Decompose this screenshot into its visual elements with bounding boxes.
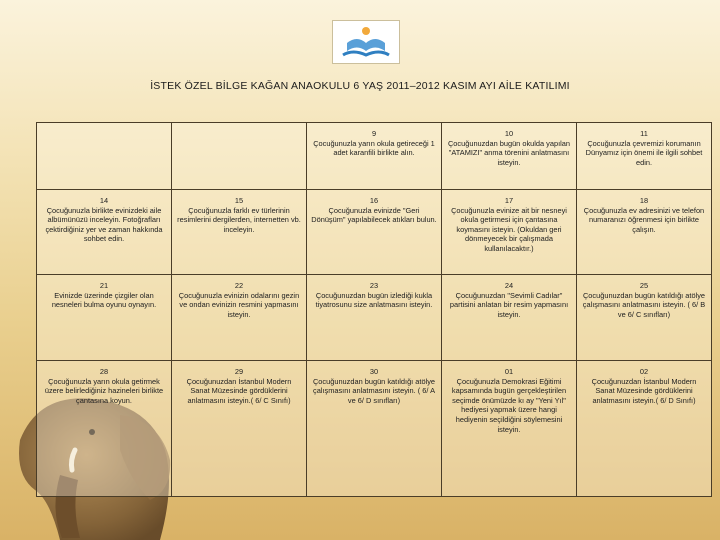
day-number: 10 (504, 129, 514, 138)
activity-text: Çocuğunuzla ev adresinizi ve telefon numaranızı öğrenmesi için birlikte çalışın. (583, 205, 705, 234)
calendar-cell (37, 275, 172, 361)
calendar-cell-empty (37, 123, 172, 190)
calendar-cell (307, 190, 442, 275)
calendar-week-row (37, 275, 712, 361)
activity-text: Çocuğunuzla birlikte evinizdeki aile albümünüzü inceleyin. Fotoğrafları çektirdiğiniz yer ve zaman hakkında sohbet edin. (45, 205, 163, 244)
day-number: 17 (504, 196, 514, 205)
day-number: 29 (234, 367, 244, 376)
calendar-cell (37, 190, 172, 275)
day-number: 23 (369, 281, 379, 290)
school-logo (332, 20, 400, 64)
calendar-cell (577, 190, 712, 275)
activity-text: Çocuğunuzdan bugün katıldığı atölye çalışmasını anlatmasını isteyin. ( 6/ B ve 6/ C sınıfları) (582, 290, 706, 319)
activity-text: Çocuğunuzdan "Sevimli Cadılar" partisini anlatan bir resim yapmasını isteyin. (449, 290, 569, 319)
day-number: 24 (504, 281, 514, 290)
logo-book-icon (347, 39, 385, 51)
page-title: İSTEK ÖZEL BİLGE KAĞAN ANAOKULU 6 YAŞ 2011–2012 KASIM AYI AİLE KATILIMI (150, 80, 570, 92)
day-number: 28 (99, 367, 109, 376)
activity-text: Çocuğunuzla evinizde "Geri Dönüşüm" yapılabilecek atıkları bulun. (311, 205, 437, 225)
calendar-table (36, 122, 712, 497)
activity-text: Çocuğunuzla evinize ait bir nesneyi okula getirmesi için çantasına koymasını isteyin. (Okuldan geri dönmeyecek bir çalışmada kullanılacaktır.) (451, 205, 567, 253)
calendar-cell (442, 275, 577, 361)
calendar-week-row (37, 190, 712, 275)
logo-sun-icon (362, 27, 370, 35)
day-number: 25 (639, 281, 649, 290)
day-number: 15 (234, 196, 244, 205)
calendar-week-row (37, 361, 712, 497)
activity-text: Çocuğunuzla yarın okula getireceği 1 adet karanfili birlikte alın. (313, 138, 435, 158)
day-number: 22 (234, 281, 244, 290)
activity-text: Çocuğunuzla Demokrasi Eğitimi kapsamında bugün gerçekleştirilen seçimde önümüzde kı ay "Yeni Yıl" hediyesi yapmak üzere hangi hediyenin seçildiğini söylemesini isteyin. (451, 376, 567, 434)
calendar-cell (172, 190, 307, 275)
calendar-cell (37, 361, 172, 497)
day-number: 02 (639, 367, 649, 376)
calendar-cell (577, 123, 712, 190)
activity-text: Evinizde üzerinde çizgiler olan nesneleri bulma oyunu oynayın. (51, 290, 157, 310)
activity-text: Çocuğunuzdan bugün okulda yapılan "ATAMIZI" anma törenini anlatmasını isteyin. (447, 138, 571, 167)
calendar-cell (307, 123, 442, 190)
activity-text: Çocuğunuzdan İstanbul Modern Sanat Müzesinde gördüklerini anlatmasını isteyin.( 6/ D Sınıfı) (591, 376, 697, 405)
activity-text: Çocuğunuzdan bugün izlediği kukla tiyatrosunu size anlatmasını isteyin. (315, 290, 433, 310)
calendar-cell (577, 275, 712, 361)
activity-text: Çocuğunuzla farklı ev türlerinin resimlerini dergilerden, internetten vb. inceleyin. (177, 205, 301, 234)
day-number: 30 (369, 367, 379, 376)
calendar-week-row (37, 123, 712, 190)
activity-text: Çocuğunuzla çevremizi korumanın Dünyamız için önemi ile ilgili sohbet edin. (585, 138, 703, 167)
calendar-cell (172, 275, 307, 361)
day-number: 16 (369, 196, 379, 205)
book-logo-icon (333, 21, 399, 63)
calendar-cell (442, 361, 577, 497)
calendar-cell (172, 361, 307, 497)
day-number: 11 (640, 129, 648, 138)
activity-text: Çocuğunuzla evinizin odalarını gezin ve ondan evinizin resmini yapmasını isteyin. (178, 290, 300, 319)
activity-text: Çocuğunuzdan bugün katıldığı atölye çalışmasını anlatmasını isteyin. ( 6/ A ve 6/ D sınıfları) (312, 376, 436, 405)
day-number: 21 (99, 281, 109, 290)
day-number: 01 (504, 367, 514, 376)
day-number: 14 (99, 196, 109, 205)
calendar-cell (307, 361, 442, 497)
activity-text: Çocuğunuzla yarın okula getirmek üzere belirlediğiniz hazineleri birlikte çantasına koyun. (44, 376, 164, 405)
activity-text: Çocuğunuzdan İstanbul Modern Sanat Müzesinde gördüklerini anlatmasını isteyin.( 6/ C Sınıfı) (186, 376, 292, 405)
calendar-cell (577, 361, 712, 497)
day-number: 9 (371, 129, 377, 138)
calendar-cell (442, 123, 577, 190)
day-number: 18 (639, 196, 649, 205)
calendar-cell (307, 275, 442, 361)
logo-wave-icon (343, 52, 389, 55)
calendar-cell (442, 190, 577, 275)
calendar-cell-empty (172, 123, 307, 190)
